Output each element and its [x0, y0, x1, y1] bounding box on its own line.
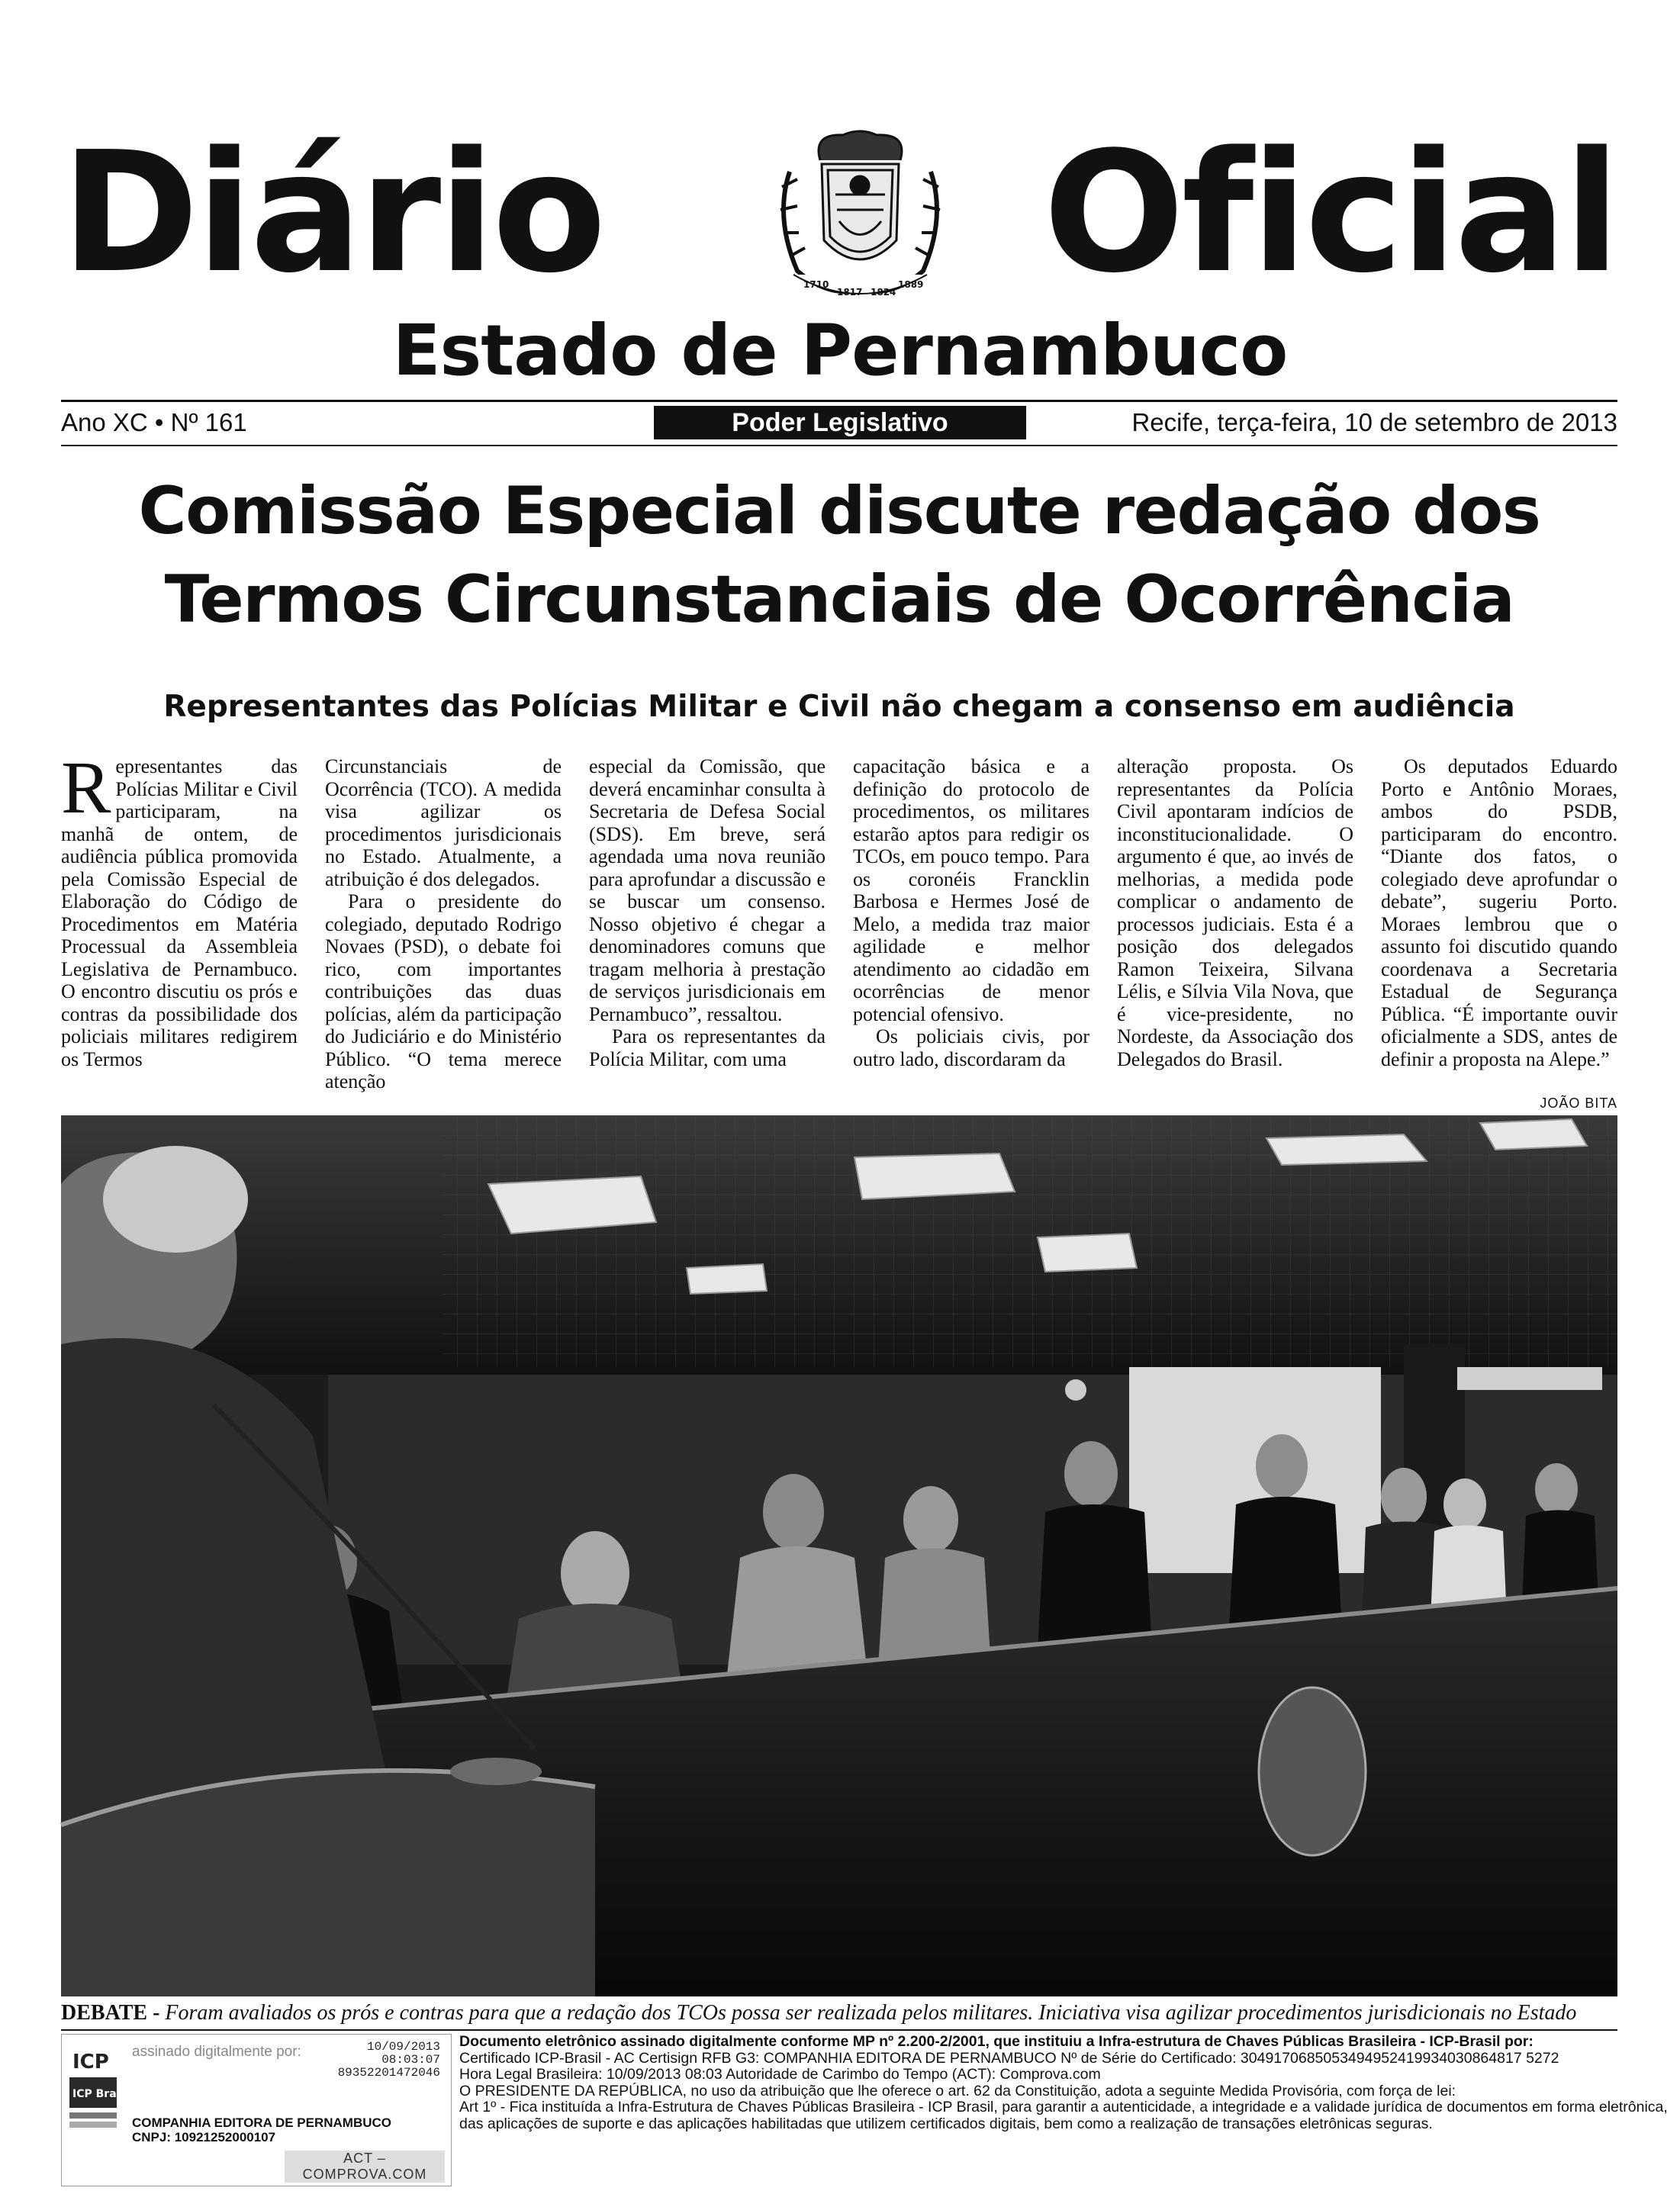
footer-rule — [61, 2029, 1617, 2031]
drop-cap: R — [61, 747, 111, 829]
column-6-text: Os deputados Eduardo Porto e Antônio Moraes, ambos do PSDB, participaram do encontro. “Diante dos fatos, o colegiado deve aprofundar o debate”, sugeriu Porto. Moraes lembrou que o assunto foi discutido quando coordenava a Secretaria Estadual de Segurança Pública. “É importante ouvir oficialmente a SDS, antes de definir a proposta na Alepe.” — [1381, 755, 1617, 1070]
top-rule — [61, 400, 1617, 402]
stamp-cnpj: CNPJ: 10921252000107 — [132, 2130, 276, 2144]
column-2-paragraph-2: Para o presidente do colegiado, deputado Rodrigo Novaes (PSD), o debate foi rico, com importantes contribuições das duas polícias, além da participação do Judiciário e do Ministério Público. “O tema merece atenção — [325, 890, 562, 1092]
info-line — [61, 406, 1617, 439]
photo-caption — [61, 2000, 1617, 2026]
section-label: Poder Legislativo — [654, 406, 1026, 439]
stamp-signed-label: assinado digitalmente por: — [132, 2044, 301, 2060]
legal-line-5: Art 1º - Fica instituída a Infra-Estrutura de Chaves Públicas Brasileira - ICP Brasil, para garantir a autenticidade, a integridade e a validade jurídica de documentos em forma eletrônica, — [459, 2099, 1668, 2115]
column-2-paragraph-1: Circunstanciais de Ocorrência (TCO). A medida visa agilizar os procedimentos jurisdicionais no Estado. Atualmente, a atribuição é dos delegados. — [325, 755, 562, 890]
stamp-act-label: ACT – COMPROVA.COM — [285, 2151, 445, 2183]
masthead-title-left: Diário — [61, 117, 603, 310]
headline — [61, 467, 1617, 644]
article-column-4 — [853, 755, 1089, 1070]
headline-line-2: Termos Circunstanciais de Ocorrência — [164, 561, 1514, 638]
hearing-photo — [61, 1115, 1617, 1996]
info-bottom-rule — [61, 445, 1617, 446]
legal-line-2: Certificado ICP-Brasil - AC Certisign RFB G3: COMPANHIA EDITORA DE PERNAMBUCO Nº de Série do Certificado: 3049170685053494952419934030864817 5272 — [459, 2049, 1559, 2067]
legal-notice — [459, 2033, 1668, 2132]
article-column-6 — [1381, 755, 1617, 1070]
caption-text: Foram avaliados os prós e contras para que a redação dos TCOs possa ser realizada pelos militares. Iniciativa visa agilizar procedimentos jurisdicionais no Estado — [165, 2001, 1577, 2025]
icp-brasil-logo-icon — [69, 2045, 130, 2137]
legal-line-3: Hora Legal Brasileira: 10/09/2013 08:03 Autoridade de Carimbo do Tempo (ACT): Comprova.com — [459, 2066, 1101, 2083]
legal-line-4: O PRESIDENTE DA REPÚBLICA, no uso da atribuição que lhe oferece o art. 62 da Constituição, adota a seguinte Medida Provisória, com força de lei: — [459, 2082, 1456, 2099]
stamp-time: 08:03:07 — [381, 2053, 440, 2067]
seal-year-3: 1824 — [871, 287, 896, 298]
hearing-photo-illustration — [61, 1115, 1617, 1996]
seal-year-2: 1817 — [837, 287, 863, 298]
stamp-date: 10/09/2013 — [366, 2040, 440, 2054]
column-3-paragraph-1: especial da Comissão, que deverá encaminhar consulta à Secretaria de Defesa Social (SDS). Em breve, será agendada uma nova reunião para aprofundar a discussão e se buscar um consenso. Nosso objetivo é chegar a denominadores comuns que tragam melhoria à prestação de serviços jurisdicionais em Pernambuco”, ressaltou. — [589, 755, 826, 1025]
legal-line-1: Documento eletrônico assinado digitalmente conforme MP nº 2.200-2/2001, que instituiu a Infra-estrutura de Chaves Públicas Brasileira - ICP-Brasil por: — [459, 2033, 1534, 2050]
issue-date: Recife, terça-feira, 10 de setembro de 2013 — [1131, 408, 1617, 436]
column-3-paragraph-2: Para os representantes da Polícia Militar, com uma — [589, 1025, 826, 1070]
article-column-3 — [589, 755, 826, 1070]
masthead-title-right: Oficial — [1043, 117, 1617, 310]
seal-year-4: 1889 — [898, 279, 924, 290]
photo-credit: JOÃO BITA — [1540, 1096, 1617, 1111]
column-4-paragraph-1: capacitação básica e a definição do protocolo de procedimentos, os militares estarão aptos para redigir os TCOs, em pouco tempo. Para os coronéis Francklin Barbosa e Hermes José de Melo, a medida traz maior agilidade e melhor atendimento ao cidadão em ocorrências de menor potencial ofensivo. — [853, 755, 1089, 1025]
article-column-1 — [61, 747, 298, 1070]
article-body — [61, 747, 1617, 1092]
article-column-2 — [325, 755, 562, 1093]
article-column-5 — [1117, 755, 1353, 1070]
icp-logo-text: ICP Brasil — [72, 2088, 130, 2100]
masthead-subtitle: Estado de Pernambuco — [392, 310, 1288, 391]
footer — [61, 2033, 1668, 2186]
headline-line-1: Comissão Especial discute redação dos — [138, 473, 1540, 549]
stamp-serial: 89352201472046 — [337, 2066, 440, 2080]
deck: Representantes das Polícias Militar e Civil não chegam a consenso em audiência — [163, 690, 1515, 724]
stamp-company-name: COMPANHIA EDITORA DE PERNAMBUCO — [132, 2115, 392, 2130]
pernambuco-coat-of-arms-icon — [767, 126, 954, 309]
stamp-company — [132, 2115, 391, 2144]
issue-number: Ano XC • Nº 161 — [61, 408, 247, 436]
column-1-text: epresentantes das Polícias Militar e Civil participaram, na manhã de ontem, de audiência pública promovida pela Comissão Especial de Elaboração do Código de Procedimentos em Matéria Processual da Assembleia Legislativa de Pernambuco. O encontro discutiu os prós e contras da possibilidade dos policiais militares redigirem os Termos — [61, 755, 298, 1070]
column-4-paragraph-2: Os policiais civis, por outro lado, discordaram da — [853, 1025, 1089, 1070]
masthead — [61, 117, 1617, 310]
stamp-timestamp — [338, 2041, 440, 2080]
caption-label: DEBATE - — [61, 2001, 160, 2025]
seal-year-1: 1710 — [803, 279, 829, 290]
digital-signature-stamp — [61, 2034, 452, 2186]
svg-text:ICP: ICP — [72, 2051, 109, 2074]
legal-line-6: das aplicações de suporte e das aplicações habilitadas que utilizem certificados digitais, bem como a realização de transações eletrônicas seguras. — [459, 2115, 1433, 2132]
column-5-text: alteração proposta. Os representantes da Polícia Civil apontaram indícios de inconstitucionalidade. O argumento é que, ao invés de melhorias, a medida pode complicar o andamento de processos judiciais. Esta é a posição dos delegados Ramon Teixeira, Silvana Lélis, e Sílvia Vila Nova, que é vice-presidente, no Nordeste, da Associação dos Delegados do Brasil. — [1117, 755, 1353, 1070]
